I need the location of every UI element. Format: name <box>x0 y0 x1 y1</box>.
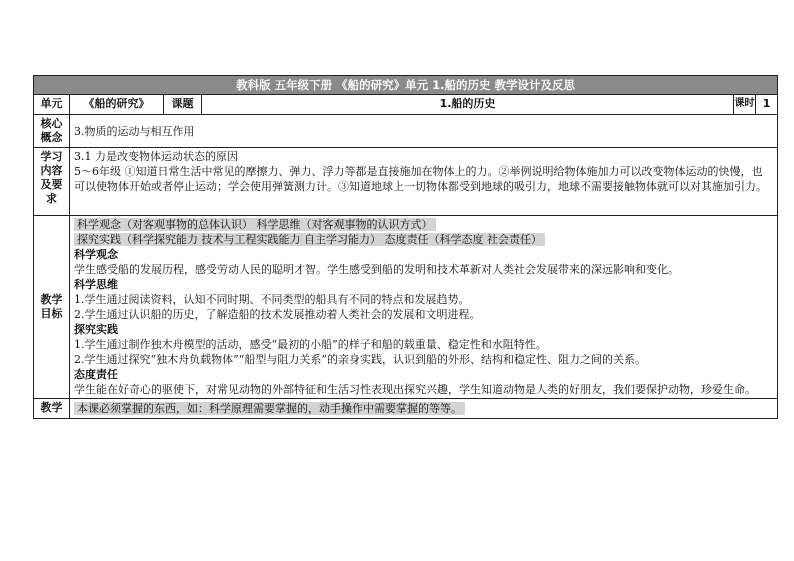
goals-heading-concept: 科学观念 <box>74 248 118 261</box>
goals-heading-thinking: 科学思维 <box>74 278 118 291</box>
unit-value: 《船的研究》 <box>70 95 164 115</box>
key-text: 本课必须掌握的东西，如：科学原理需要掌握的，动手操作中需要掌握的等等。 <box>74 402 465 415</box>
content-label-line2: 内容 <box>40 164 63 177</box>
core-label-line2: 概念 <box>40 131 63 144</box>
content-label-line4: 求 <box>46 192 57 205</box>
topic-label: 课题 <box>164 95 202 115</box>
goals-text <box>70 216 778 399</box>
key-text-cell <box>70 399 778 419</box>
core-concept-label <box>34 115 70 148</box>
goals-label-line1: 教学 <box>40 293 63 306</box>
goals-category-line2: 探究实践（科学探究能力 技术与工程实践能力 自主学习能力） 态度责任（科学态度 社会责任） <box>74 233 545 246</box>
unit-label: 单元 <box>34 95 70 115</box>
content-line1: 3.1 力是改变物体运动状态的原因 <box>74 150 238 163</box>
goals-category-line1: 科学观念（对客观事物的总体认识） 科学思维（对客观事物的认识方式） <box>74 218 436 231</box>
goals-label-line2: 目标 <box>40 307 63 320</box>
content-label <box>34 148 70 216</box>
goals-heading-attitude: 态度责任 <box>74 368 118 381</box>
content-text <box>70 148 778 216</box>
lesson-plan-table <box>33 75 778 419</box>
content-label-line3: 及要 <box>40 178 63 191</box>
goals-text-practice-1: 1.学生通过制作独木舟模型的活动，感受“最初的小船”的样子和船的载重量、稳定性和水阻特性。 <box>74 338 547 351</box>
goals-label <box>34 216 70 399</box>
key-label: 教学 <box>34 399 70 419</box>
core-label-line1: 核心 <box>40 117 63 130</box>
lesson-plan-sheet <box>33 75 777 419</box>
goals-text-attitude: 学生能在好奇心的驱使下，对常见动物的外部特征和生活习性表现出探究兴趣，学生知道动物是人类的好朋友，我们要保护动物，珍爱生命。 <box>74 383 756 396</box>
goals-heading-practice: 探究实践 <box>74 323 118 336</box>
document-title: 教科版 五年级下册 《船的研究》单元 1.船的历史 教学设计及反思 <box>34 76 778 95</box>
goals-text-concept: 学生感受船的发展历程，感受劳动人民的聪明才智。学生感受到船的发明和技术革新对人类社会发展带来的深远影响和变化。 <box>74 263 679 276</box>
topic-value: 1.船的历史 <box>202 95 734 115</box>
period-value: 1 <box>756 95 778 115</box>
goals-text-practice-2: 2.学生通过探究“独木舟负载物体”“船型与阻力关系”的亲身实践，认识到船的外形、结构和稳定性、阻力之间的关系。 <box>74 353 646 366</box>
period-label: 课时 <box>734 95 756 115</box>
goals-text-thinking-1: 1.学生通过阅读资料，认知不同时期、不同类型的船具有不同的特点和发展趋势。 <box>74 293 470 306</box>
core-concept-text: 3.物质的运动与相互作用 <box>70 115 778 148</box>
goals-text-thinking-2: 2.学生通过认识船的历史，了解造船的技术发展推动着人类社会的发展和文明进程。 <box>74 308 481 321</box>
content-label-line1: 学习 <box>40 150 63 163</box>
content-line2: 5～6年级 ①知道日常生活中常见的摩擦力、弹力、浮力等都是直接施加在物体上的力。②举例说明给物体施加力可以改变物体运动的快慢，也可以使物体开始或者停止运动；学会使用弹簧测力计。③知道地球上一切物体都受到地球的吸引力，地球不需要接触物体就可以对其施加引力。 <box>74 165 767 193</box>
